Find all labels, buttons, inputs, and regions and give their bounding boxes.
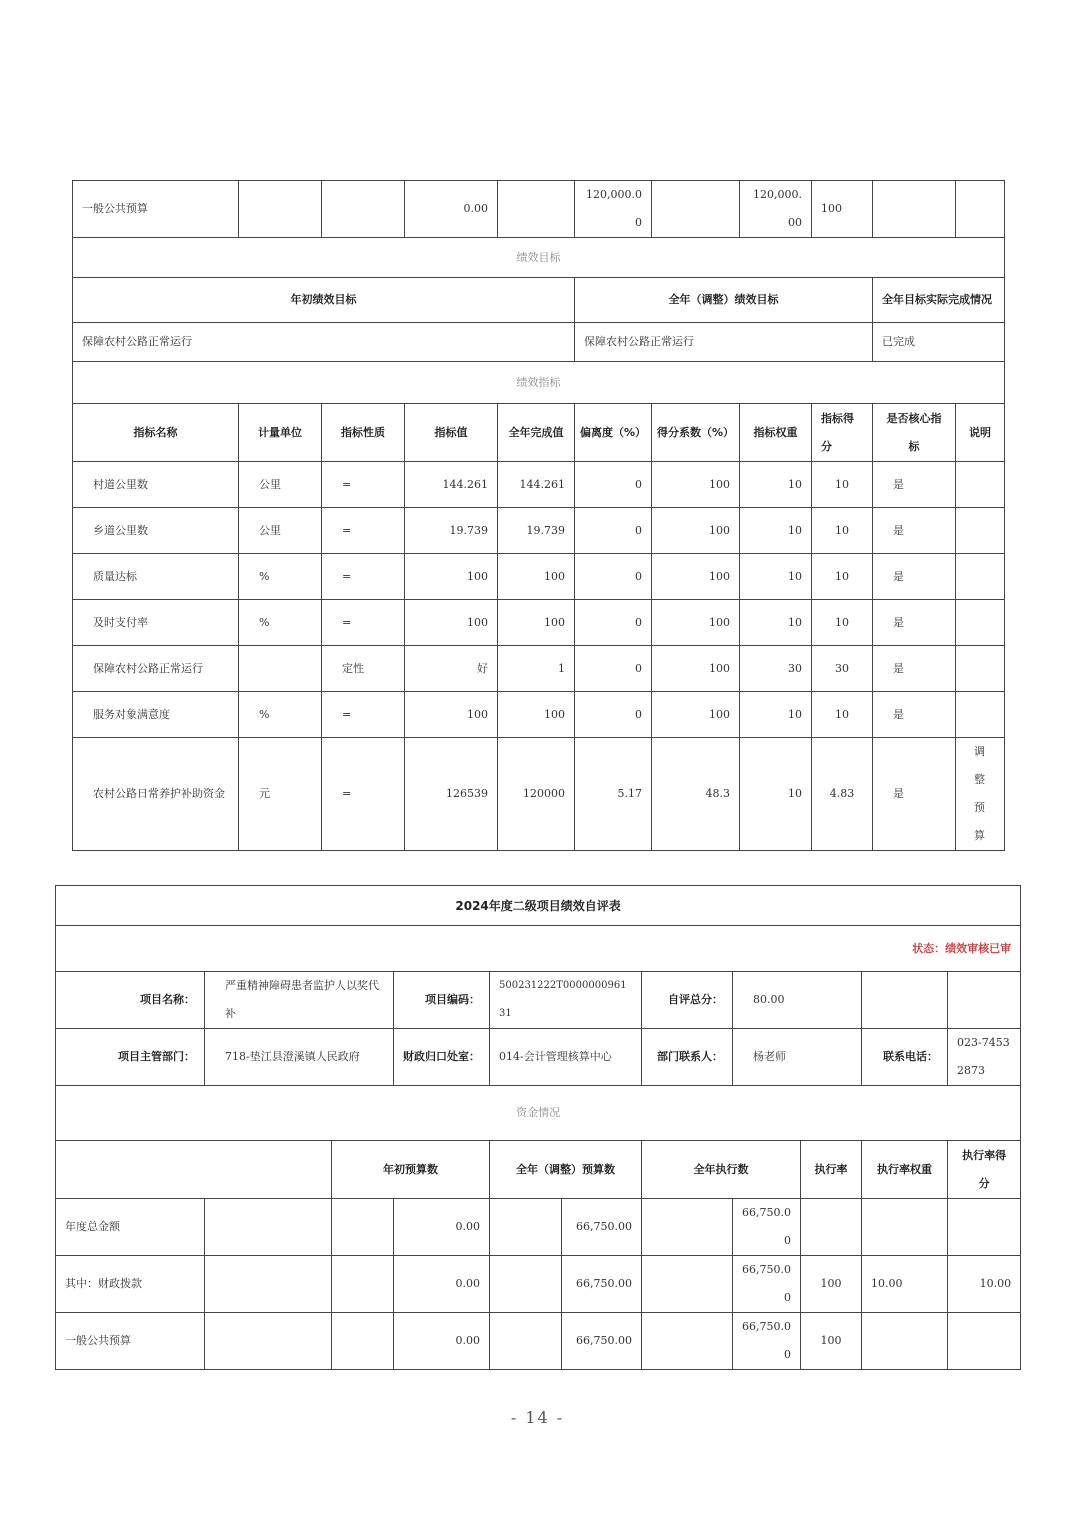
goal-actual: 已完成 bbox=[873, 323, 1005, 362]
dept-label: 项目主管部门： bbox=[56, 1029, 205, 1086]
indicator-cell: 100 bbox=[405, 600, 498, 646]
finance-value: 014-会计管理核算中心 bbox=[490, 1029, 642, 1086]
indicator-header: 说明 bbox=[956, 404, 1005, 462]
fund-cell-label: 一般公共预算 bbox=[56, 1313, 205, 1370]
indicator-cell: 10 bbox=[740, 508, 812, 554]
indicator-cell bbox=[956, 646, 1005, 692]
indicator-cell: 及时支付率 bbox=[73, 600, 239, 646]
indicator-row bbox=[73, 508, 1005, 554]
indicator-cell: 乡道公里数 bbox=[73, 508, 239, 554]
project-name-label: 项目名称： bbox=[56, 972, 205, 1029]
indicator-cell: 48.3 bbox=[652, 738, 740, 851]
dept-value: 718-垫江县澄溪镇人民政府 bbox=[205, 1029, 394, 1086]
fund-cell-score bbox=[948, 1199, 1021, 1256]
indicator-cell: 是 bbox=[873, 508, 956, 554]
indicator-cell bbox=[956, 554, 1005, 600]
project-name: 严重精神障碍患者监护人以奖代补 bbox=[205, 972, 394, 1029]
fund-header-executed: 全年执行数 bbox=[642, 1141, 801, 1199]
indicator-title: 绩效指标 bbox=[73, 362, 1005, 404]
indicator-cell: = bbox=[322, 462, 405, 508]
score-value: 80.00 bbox=[733, 972, 862, 1029]
indicator-cell: = bbox=[322, 692, 405, 738]
indicator-header: 计量单位 bbox=[239, 404, 322, 462]
fund-row bbox=[56, 1313, 1021, 1370]
indicator-cell bbox=[956, 692, 1005, 738]
contact-label: 部门联系人： bbox=[642, 1029, 733, 1086]
indicator-header: 是否核心指标 bbox=[873, 404, 956, 462]
budget-row-label: 一般公共预算 bbox=[73, 181, 239, 238]
indicator-cell: 好 bbox=[405, 646, 498, 692]
indicator-cell: 保障农村公路正常运行 bbox=[73, 646, 239, 692]
fund-cell-weight: 10.00 bbox=[862, 1256, 948, 1313]
indicator-cell: 元 bbox=[239, 738, 322, 851]
indicator-cell: 100 bbox=[652, 508, 740, 554]
indicator-header: 全年完成值 bbox=[498, 404, 575, 462]
budget-row-initial: 0.00 bbox=[405, 181, 498, 238]
indicator-cell: 0 bbox=[575, 692, 652, 738]
indicator-row bbox=[73, 646, 1005, 692]
fund-cell-rate bbox=[801, 1199, 862, 1256]
indicator-cell bbox=[956, 462, 1005, 508]
fund-cell-rate: 100 bbox=[801, 1313, 862, 1370]
indicator-cell bbox=[956, 600, 1005, 646]
project-code-label: 项目编码： bbox=[394, 972, 490, 1029]
indicator-cell: 10 bbox=[740, 738, 812, 851]
budget-row-executed: 120,000.00 bbox=[740, 181, 812, 238]
indicator-cell: 是 bbox=[873, 462, 956, 508]
indicator-cell: 公里 bbox=[239, 462, 322, 508]
indicator-cell: 30 bbox=[740, 646, 812, 692]
indicator-cell: 10 bbox=[812, 508, 873, 554]
indicator-cell: 100 bbox=[652, 600, 740, 646]
indicator-header: 指标性质 bbox=[322, 404, 405, 462]
indicator-cell: = bbox=[322, 554, 405, 600]
fund-cell-label: 其中：财政拨款 bbox=[56, 1256, 205, 1313]
fund-row bbox=[56, 1256, 1021, 1313]
fund-cell-init: 0.00 bbox=[394, 1313, 490, 1370]
indicator-cell: 100 bbox=[498, 554, 575, 600]
fund-cell-adj: 66,750.00 bbox=[562, 1256, 642, 1313]
fund-cell-init: 0.00 bbox=[394, 1256, 490, 1313]
fund-cell-rate: 100 bbox=[801, 1256, 862, 1313]
self-evaluation-table bbox=[55, 885, 1021, 1370]
fund-header-row bbox=[56, 1141, 1021, 1199]
indicator-cell: 是 bbox=[873, 554, 956, 600]
indicator-cell: 调整预算 bbox=[956, 738, 1005, 851]
indicator-cell: = bbox=[322, 508, 405, 554]
indicator-cell bbox=[239, 646, 322, 692]
indicator-cell bbox=[956, 508, 1005, 554]
indicator-header-row bbox=[73, 404, 1005, 462]
fund-cell-exec: 66,750.00 bbox=[733, 1256, 801, 1313]
score-label: 自评总分： bbox=[642, 972, 733, 1029]
fund-header-rate: 执行率 bbox=[801, 1141, 862, 1199]
indicator-cell: 10 bbox=[812, 554, 873, 600]
indicator-cell: 是 bbox=[873, 692, 956, 738]
indicator-row bbox=[73, 692, 1005, 738]
indicator-cell: 100 bbox=[498, 692, 575, 738]
indicator-cell: 100 bbox=[498, 600, 575, 646]
department-row bbox=[56, 1029, 1021, 1086]
fund-cell-weight bbox=[862, 1313, 948, 1370]
fund-cell-adj: 66,750.00 bbox=[562, 1313, 642, 1370]
fund-cell-adj: 66,750.00 bbox=[562, 1199, 642, 1256]
perf-goal-title: 绩效目标 bbox=[73, 238, 1005, 278]
indicator-row bbox=[73, 600, 1005, 646]
fund-cell-label: 年度总金额 bbox=[56, 1199, 205, 1256]
indicator-cell: 10 bbox=[812, 692, 873, 738]
indicator-cell: 是 bbox=[873, 738, 956, 851]
indicator-cell: = bbox=[322, 738, 405, 851]
indicator-cell: 10 bbox=[740, 554, 812, 600]
fund-header-score: 执行率得分 bbox=[948, 1141, 1021, 1199]
indicator-header: 指标得分 bbox=[812, 404, 873, 462]
indicator-cell: 公里 bbox=[239, 508, 322, 554]
indicator-cell: 19.739 bbox=[405, 508, 498, 554]
indicator-header: 偏离度（%） bbox=[575, 404, 652, 462]
indicator-header: 指标名称 bbox=[73, 404, 239, 462]
indicator-cell: 144.261 bbox=[498, 462, 575, 508]
indicator-cell: 10 bbox=[812, 462, 873, 508]
indicator-cell: = bbox=[322, 600, 405, 646]
indicator-cell: 0 bbox=[575, 554, 652, 600]
fund-header-initial: 年初预算数 bbox=[332, 1141, 490, 1199]
fund-cell-score: 10.00 bbox=[948, 1256, 1021, 1313]
fund-cell-init: 0.00 bbox=[394, 1199, 490, 1256]
indicator-cell: 服务对象满意度 bbox=[73, 692, 239, 738]
budget-row bbox=[73, 181, 1005, 238]
performance-table-top bbox=[72, 180, 1005, 851]
goal-initial: 保障农村公路正常运行 bbox=[73, 323, 575, 362]
indicator-cell: 100 bbox=[405, 554, 498, 600]
indicator-cell: 144.261 bbox=[405, 462, 498, 508]
indicator-cell: 10 bbox=[740, 692, 812, 738]
indicator-cell: 100 bbox=[652, 462, 740, 508]
goal-row bbox=[73, 323, 1005, 362]
indicator-cell: 质量达标 bbox=[73, 554, 239, 600]
page-number: - 14 - bbox=[510, 1408, 565, 1427]
indicator-cell: 1 bbox=[498, 646, 575, 692]
indicator-cell: 120000 bbox=[498, 738, 575, 851]
form-title: 2024年度二级项目绩效自评表 bbox=[56, 886, 1021, 926]
fund-header-weight: 执行率权重 bbox=[862, 1141, 948, 1199]
fund-cell-weight bbox=[862, 1199, 948, 1256]
indicator-cell: % bbox=[239, 600, 322, 646]
indicator-cell: 0 bbox=[575, 508, 652, 554]
goal-adjusted: 保障农村公路正常运行 bbox=[575, 323, 873, 362]
funds-title: 资金情况 bbox=[56, 1086, 1021, 1141]
phone-label: 联系电话： bbox=[862, 1029, 948, 1086]
indicator-cell: 是 bbox=[873, 600, 956, 646]
indicator-cell: 4.83 bbox=[812, 738, 873, 851]
indicator-cell: % bbox=[239, 554, 322, 600]
goal-header-adjusted: 全年（调整）绩效目标 bbox=[575, 278, 873, 323]
indicator-cell: 0 bbox=[575, 646, 652, 692]
indicator-cell: 30 bbox=[812, 646, 873, 692]
indicator-cell: 126539 bbox=[405, 738, 498, 851]
indicator-cell: 19.739 bbox=[498, 508, 575, 554]
fund-cell-exec: 66,750.00 bbox=[733, 1313, 801, 1370]
indicator-row bbox=[73, 738, 1005, 851]
finance-label: 财政归口处室： bbox=[394, 1029, 490, 1086]
status-badge: 状态：绩效审核已审 bbox=[56, 926, 1021, 972]
indicator-cell: 100 bbox=[405, 692, 498, 738]
fund-cell-exec: 66,750.00 bbox=[733, 1199, 801, 1256]
budget-row-rate: 100 bbox=[812, 181, 873, 238]
goal-header-row bbox=[73, 278, 1005, 323]
fund-cell-score bbox=[948, 1313, 1021, 1370]
fund-row bbox=[56, 1199, 1021, 1256]
budget-row-adjusted: 120,000.00 bbox=[575, 181, 652, 238]
phone-value: 023-74532873 bbox=[948, 1029, 1021, 1086]
contact-value: 杨老师 bbox=[733, 1029, 862, 1086]
fund-body bbox=[56, 1199, 1021, 1370]
fund-header-adjusted: 全年（调整）预算数 bbox=[490, 1141, 642, 1199]
indicator-cell: 10 bbox=[740, 600, 812, 646]
indicator-row bbox=[73, 554, 1005, 600]
indicator-cell: 定性 bbox=[322, 646, 405, 692]
indicator-cell: 0 bbox=[575, 462, 652, 508]
indicator-header: 指标权重 bbox=[740, 404, 812, 462]
indicator-header: 指标值 bbox=[405, 404, 498, 462]
indicator-header: 得分系数（%） bbox=[652, 404, 740, 462]
indicator-cell: 是 bbox=[873, 646, 956, 692]
project-code: 500231222T000000096131 bbox=[490, 972, 642, 1029]
indicator-cell: % bbox=[239, 692, 322, 738]
indicator-cell: 农村公路日常养护补助资金 bbox=[73, 738, 239, 851]
indicator-cell: 5.17 bbox=[575, 738, 652, 851]
indicator-cell: 10 bbox=[740, 462, 812, 508]
indicator-cell: 100 bbox=[652, 554, 740, 600]
indicator-body bbox=[73, 462, 1005, 851]
indicator-row bbox=[73, 462, 1005, 508]
indicator-cell: 0 bbox=[575, 600, 652, 646]
indicator-cell: 100 bbox=[652, 646, 740, 692]
project-info-row bbox=[56, 972, 1021, 1029]
indicator-cell: 村道公里数 bbox=[73, 462, 239, 508]
indicator-cell: 10 bbox=[812, 600, 873, 646]
goal-header-actual: 全年目标实际完成情况 bbox=[873, 278, 1005, 323]
goal-header-initial: 年初绩效目标 bbox=[73, 278, 575, 323]
indicator-cell: 100 bbox=[652, 692, 740, 738]
